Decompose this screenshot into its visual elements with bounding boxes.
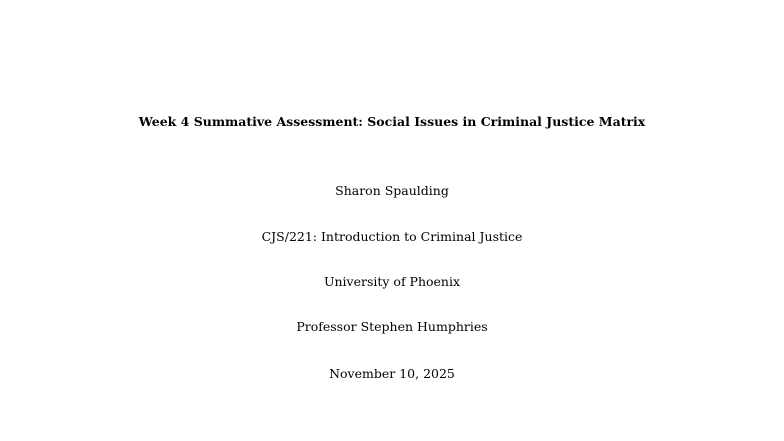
instructor-name: Professor Stephen Humphries: [296, 319, 488, 334]
author-name: Sharon Spaulding: [335, 183, 449, 198]
course-name: CJS/221: Introduction to Criminal Justice: [261, 229, 523, 244]
submission-date: November 10, 2025: [329, 366, 455, 381]
institution-name: University of Phoenix: [323, 274, 461, 289]
document-title: Week 4 Summative Assessment: Social Issues in Criminal Justice Matrix: [138, 114, 646, 129]
